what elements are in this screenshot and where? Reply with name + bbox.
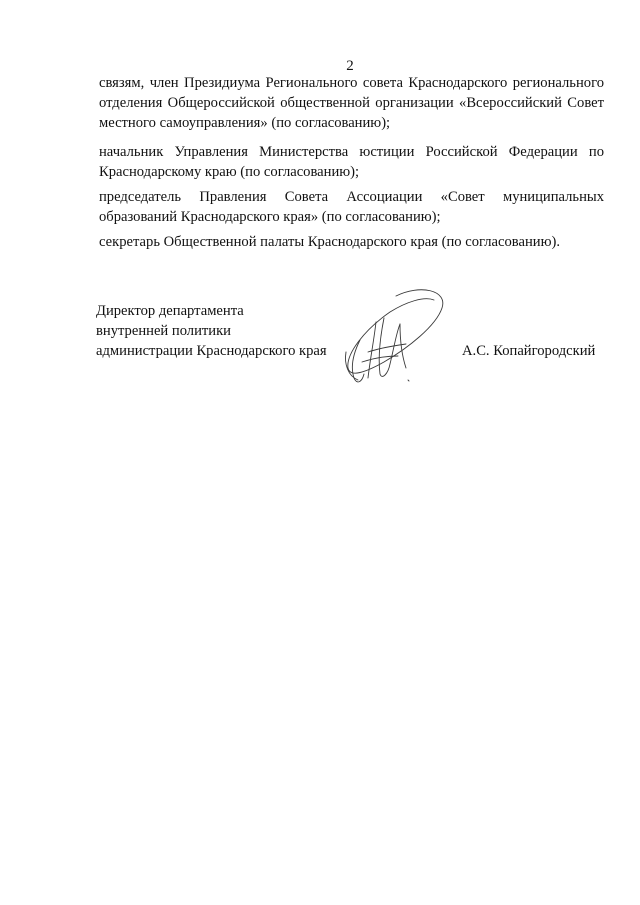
paragraph-text: связям, член Президиума Регионального совета Краснодарского регионального отделения Общероссийской общественной организации «Всероссийский Совет местного самоуправления» (по согласованию); [99, 75, 604, 131]
page-number: 2 [346, 58, 354, 74]
signatory-title [96, 301, 327, 361]
list-item [99, 187, 604, 227]
signatory-title-line: Директор департамента [96, 303, 244, 319]
list-item [99, 73, 604, 133]
list-item [99, 142, 604, 182]
paragraph-text: секретарь Общественной палаты Краснодарского края (по согласованию). [99, 234, 560, 250]
signatory-name: А.С. Копайгородский [462, 343, 596, 359]
handwritten-signature [338, 282, 450, 392]
paragraph-text: начальник Управления Министерства юстиции Российской Федерации по Краснодарскому краю (по согласованию); [99, 144, 604, 180]
signatory-title-line: администрации Краснодарского края [96, 343, 327, 359]
list-item [99, 232, 604, 252]
signatory-title-line: внутренней политики [96, 323, 231, 339]
paragraph-text: председатель Правления Совета Ассоциации «Совет муниципальных образований Краснодарского края» (по согласованию); [99, 189, 604, 225]
